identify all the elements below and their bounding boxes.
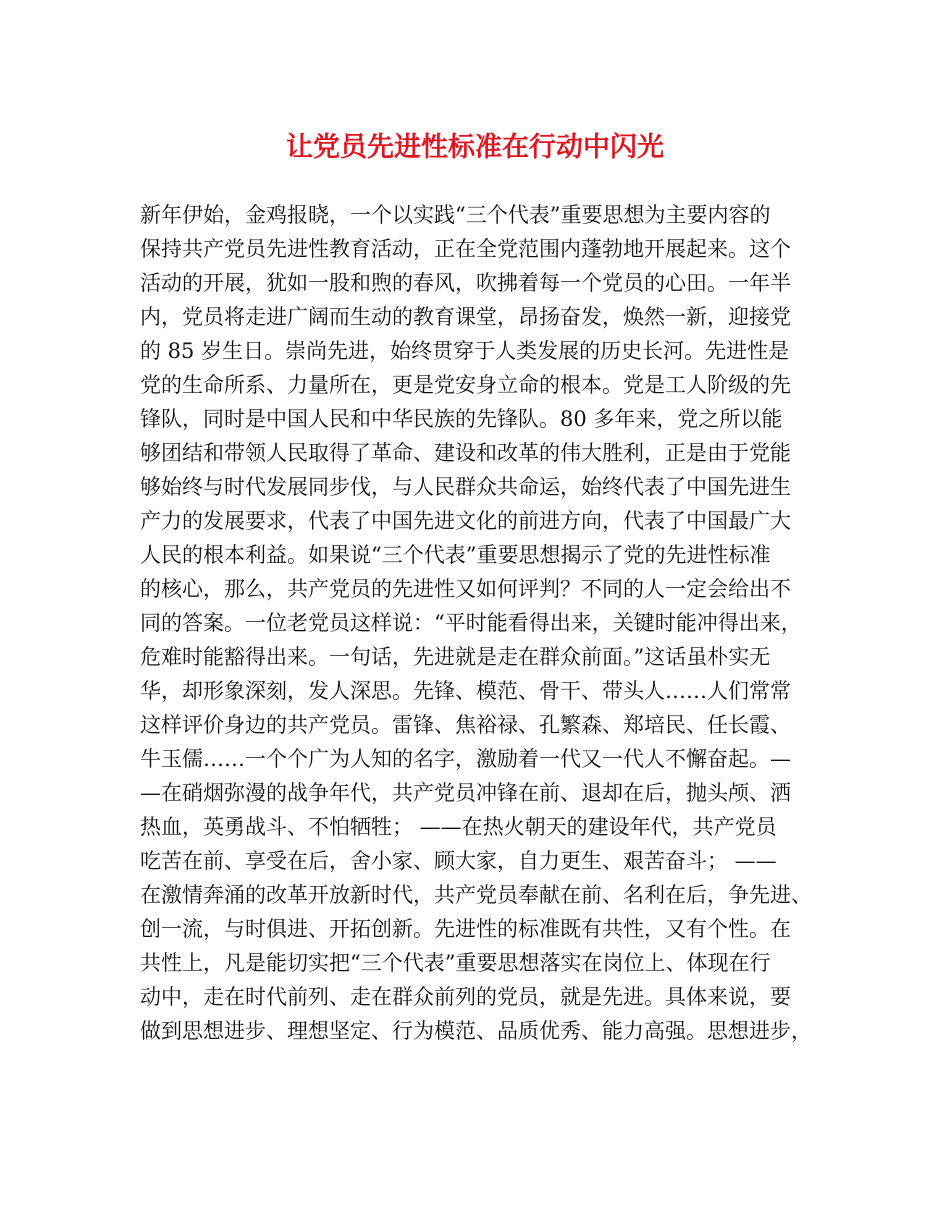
body-line-12: 的核心，那么，共产党员的先进性又如何评判？不同的人一定会给出不 (140, 577, 791, 601)
body-line-21: 在激情奔涌的改革开放新时代，共产党员奉献在前、名利在后，争先进、 (140, 883, 812, 907)
body-line-4: 内，党员将走进广阔而生动的教育课堂，昂扬奋发，焕然一新，迎接党 (140, 305, 791, 329)
body-line-18: —在硝烟弥漫的战争年代，共产党员冲锋在前、退却在后，抛头颅、洒 (140, 781, 791, 805)
body-line-14: 危难时能豁得出来。一句话，先进就是走在群众前面。”这话虽朴实无 (140, 645, 771, 669)
body-line-10: 产力的发展要求，代表了中国先进文化的前进方向，代表了中国最广大 (140, 509, 791, 533)
body-line-15: 华，却形象深刻，发人深思。先锋、模范、骨干、带头人……人们常常 (140, 679, 791, 703)
body-line-8: 够团结和带领人民取得了革命、建设和改革的伟大胜利，正是由于党能 (140, 441, 791, 465)
body-line-19: 热血，英勇战斗、不怕牺牲； ——在热火朝天的建设年代，共产党员 (140, 815, 777, 839)
body-line-7: 锋队，同时是中国人民和中华民族的先锋队。80 多年来，党之所以能 (140, 407, 783, 431)
body-line-25: 做到思想进步、理想坚定、行为模范、品质优秀、能力高强。思想进步， (140, 1019, 812, 1043)
body-line-24: 动中，走在时代前列、走在群众前列的党员，就是先进。具体来说，要 (140, 985, 791, 1009)
document-title: 让党员先进性标准在行动中闪光 (286, 132, 664, 163)
body-line-2: 保持共产党员先进性教育活动，正在全党范围内蓬勃地开展起来。这个 (140, 237, 791, 261)
body-line-11: 人民的根本利益。如果说“三个代表”重要思想揭示了党的先进性标准 (140, 543, 771, 567)
body-line-13: 同的答案。一位老党员这样说：“平时能看得出来，关键时能冲得出来， (140, 611, 802, 635)
body-line-5: 的 85 岁生日。崇尚先进，始终贯穿于人类发展的历史长河。先进性是 (140, 339, 790, 363)
body-line-20: 吃苦在前、享受在后，舍小家、顾大家，自力更生、艰苦奋斗； —— (140, 849, 777, 873)
body-line-3: 活动的开展，犹如一股和煦的春风，吹拂着每一个党员的心田。一年半 (140, 271, 791, 295)
body-line-16: 这样评价身边的共产党员。雷锋、焦裕禄、孔繁森、郑培民、任长霞、 (140, 713, 791, 737)
body-line-23: 共性上，凡是能切实把“三个代表”重要思想落实在岗位上、体现在行 (140, 951, 771, 975)
body-line-1: 新年伊始，金鸡报晓，一个以实践“三个代表”重要思想为主要内容的 (140, 203, 771, 227)
body-line-6: 党的生命所系、力量所在，更是党安身立命的根本。党是工人阶级的先 (140, 373, 791, 397)
body-line-17: 牛玉儒……一个个广为人知的名字，激励着一代又一代人不懈奋起。— (140, 747, 791, 771)
document-body (140, 198, 820, 1048)
body-line-9: 够始终与时代发展同步伐，与人民群众共命运，始终代表了中国先进生 (140, 475, 791, 499)
body-line-22: 创一流，与时俱进、开拓创新。先进性的标准既有共性，又有个性。在 (140, 917, 791, 941)
